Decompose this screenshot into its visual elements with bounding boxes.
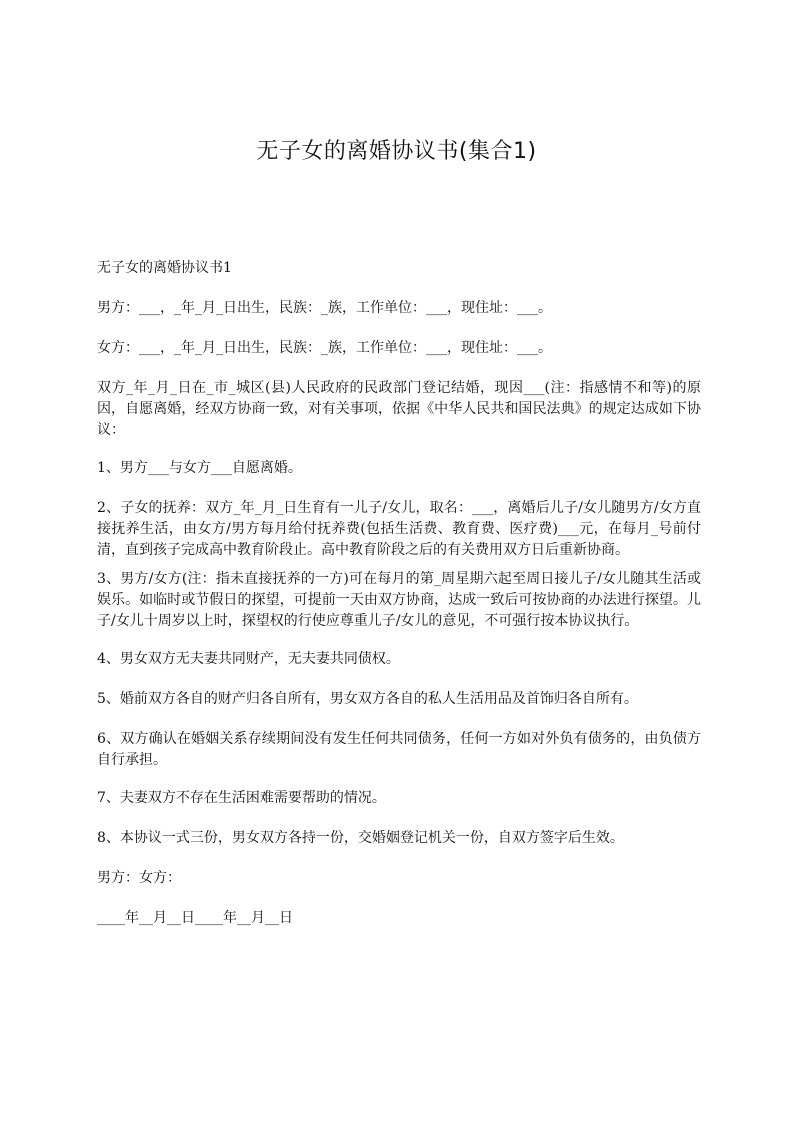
clause-8-copies: 8、本协议一式三份，男女双方各持一份，交婚姻登记机关一份，自双方签字后生效。	[97, 830, 624, 846]
clause-5-premarital-property: 5、婚前双方各自的财产归各自所有，男女双方各自的私人生活用品及首饰归各自所有。	[97, 691, 638, 707]
document-title: 无子女的离婚协议书(集合1)	[256, 139, 537, 164]
clause-6-debts: 6、双方确认在婚姻关系存续期间没有发生任何共同债务，任何一方如对外负有债务的，由负债方自行承担。	[97, 731, 701, 768]
signature-parties: 男方：女方：	[97, 870, 181, 886]
clause-7-hardship: 7、夫妻双方不存在生活困难需要帮助的情况。	[97, 790, 386, 806]
document-subtitle: 无子女的离婚协议书1	[97, 260, 232, 276]
paragraph-female-party: 女方：___，_年_月_日出生，民族：_族，工作单位：___，现住址：___。	[97, 340, 552, 356]
paragraph-preamble: 双方_年_月_日在_市_城区(县)人民政府的民政部门登记结婚，现因___(注：指感情不和等)的原因，自愿离婚，经双方协商一致，对有关事项，依据《中华人民共和国民法典》的规定达成如下协议：	[97, 380, 701, 438]
paragraph-male-party: 男方：___，_年_月_日出生，民族：_族，工作单位：___，现住址：___。	[97, 300, 552, 316]
clause-1-divorce: 1、男方___与女方___自愿离婚。	[97, 460, 302, 476]
clause-2-child-custody: 2、子女的抚养：双方_年_月_日生育有一儿子/女儿，取名：___，离婚后儿子/女儿随男方/女方直接抚养生活，由女方/男方每月给付抚养费(包括生活费、教育费、医疗费)___元，在每月_号前付清，直到孩子完成高中教育阶段止。高中教育阶段之后的有关费用双方日后重新协商。	[97, 500, 701, 558]
clause-3-visitation: 3、男方/女方(注：指未直接抚养的一方)可在每月的第_周星期六起至周日接儿子/女儿随其生活或娱乐。如临时或节假日的探望，可提前一天由双方协商，达成一致后可按协商的办法进行探望。儿子/女儿十周岁以上时，探望权的行使应尊重儿子/女儿的意见，不可强行按本协议执行。	[97, 571, 701, 629]
clause-4-property: 4、男女双方无夫妻共同财产，无夫妻共同债权。	[97, 651, 400, 667]
document-body	[97, 258, 701, 929]
signature-dates: ____年__月__日____年__月__日	[97, 910, 293, 926]
